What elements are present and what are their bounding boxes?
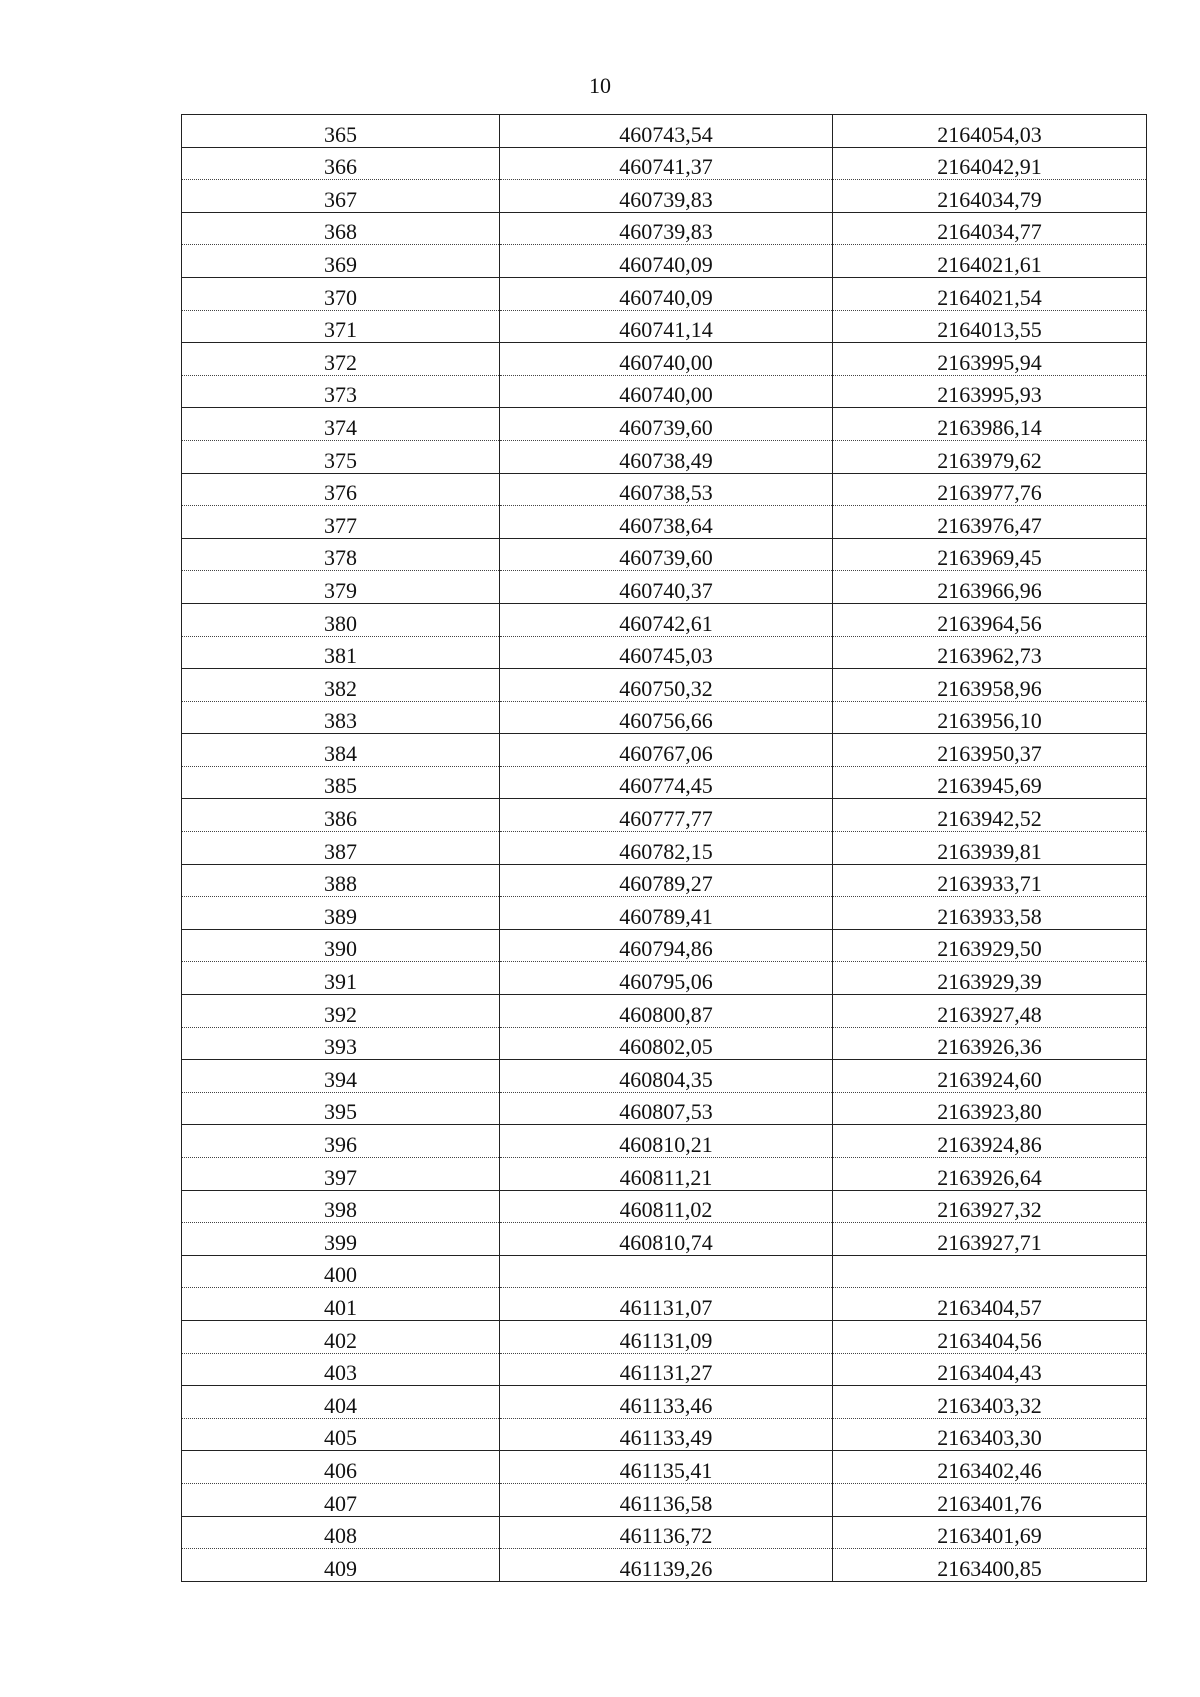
x-coordinate-cell: 460807,53 (500, 1092, 833, 1125)
x-coordinate-cell: 460740,09 (500, 245, 833, 278)
y-coordinate-cell: 2163404,43 (833, 1353, 1147, 1386)
x-coordinate-cell: 461135,41 (500, 1451, 833, 1484)
y-coordinate-cell: 2163942,52 (833, 799, 1147, 832)
table-row (182, 1223, 1147, 1256)
table-row (182, 1353, 1147, 1386)
y-coordinate-cell: 2163933,71 (833, 864, 1147, 897)
table-row (182, 864, 1147, 897)
y-coordinate-cell: 2163923,80 (833, 1092, 1147, 1125)
x-coordinate-cell: 460810,21 (500, 1125, 833, 1158)
point-number-cell: 390 (182, 929, 500, 962)
y-coordinate-cell: 2163958,96 (833, 669, 1147, 702)
y-coordinate-cell: 2163933,58 (833, 897, 1147, 930)
table-row (182, 929, 1147, 962)
x-coordinate-cell: 460789,27 (500, 864, 833, 897)
point-number-cell: 368 (182, 212, 500, 245)
x-coordinate-cell: 461131,27 (500, 1353, 833, 1386)
x-coordinate-cell: 460756,66 (500, 701, 833, 734)
x-coordinate-cell: 460811,02 (500, 1190, 833, 1223)
table-row (182, 897, 1147, 930)
x-coordinate-cell: 461139,26 (500, 1549, 833, 1582)
y-coordinate-cell: 2163927,71 (833, 1223, 1147, 1256)
x-coordinate-cell: 460739,83 (500, 180, 833, 213)
y-coordinate-cell: 2163995,93 (833, 375, 1147, 408)
x-coordinate-cell: 460739,60 (500, 538, 833, 571)
y-coordinate-cell: 2163986,14 (833, 408, 1147, 441)
point-number-cell: 367 (182, 180, 500, 213)
y-coordinate-cell (833, 1255, 1147, 1288)
y-coordinate-cell: 2163939,81 (833, 832, 1147, 865)
table-row (182, 962, 1147, 995)
table-row (182, 147, 1147, 180)
point-number-cell: 394 (182, 1060, 500, 1093)
point-number-cell: 398 (182, 1190, 500, 1223)
y-coordinate-cell: 2163403,32 (833, 1386, 1147, 1419)
table-row (182, 995, 1147, 1028)
x-coordinate-cell: 460738,49 (500, 440, 833, 473)
x-coordinate-cell: 460774,45 (500, 766, 833, 799)
table-row (182, 1125, 1147, 1158)
table-row (182, 1418, 1147, 1451)
point-number-cell: 389 (182, 897, 500, 930)
point-number-cell: 366 (182, 147, 500, 180)
point-number-cell: 379 (182, 571, 500, 604)
table-row (182, 1288, 1147, 1321)
x-coordinate-cell: 461136,58 (500, 1483, 833, 1516)
point-number-cell: 392 (182, 995, 500, 1028)
table-row (182, 1158, 1147, 1191)
y-coordinate-cell: 2163403,30 (833, 1418, 1147, 1451)
x-coordinate-cell: 461133,46 (500, 1386, 833, 1419)
table-row (182, 310, 1147, 343)
table-row (182, 212, 1147, 245)
coordinates-table-body (182, 115, 1147, 1582)
table-row (182, 538, 1147, 571)
y-coordinate-cell: 2163995,94 (833, 343, 1147, 376)
point-number-cell: 369 (182, 245, 500, 278)
point-number-cell: 371 (182, 310, 500, 343)
table-row (182, 1386, 1147, 1419)
y-coordinate-cell: 2163404,57 (833, 1288, 1147, 1321)
point-number-cell: 397 (182, 1158, 500, 1191)
y-coordinate-cell: 2164021,61 (833, 245, 1147, 278)
table-row (182, 766, 1147, 799)
point-number-cell: 375 (182, 440, 500, 473)
x-coordinate-cell: 460767,06 (500, 734, 833, 767)
point-number-cell: 373 (182, 375, 500, 408)
table-row (182, 343, 1147, 376)
x-coordinate-cell: 460750,32 (500, 669, 833, 702)
point-number-cell: 377 (182, 506, 500, 539)
point-number-cell: 405 (182, 1418, 500, 1451)
x-coordinate-cell: 460740,00 (500, 375, 833, 408)
y-coordinate-cell: 2163400,85 (833, 1549, 1147, 1582)
y-coordinate-cell: 2164054,03 (833, 115, 1147, 148)
table-row (182, 180, 1147, 213)
table-row (182, 734, 1147, 767)
y-coordinate-cell: 2163969,45 (833, 538, 1147, 571)
table-row (182, 473, 1147, 506)
point-number-cell: 380 (182, 603, 500, 636)
point-number-cell: 370 (182, 277, 500, 310)
table-row (182, 701, 1147, 734)
table-row (182, 669, 1147, 702)
y-coordinate-cell: 2163401,76 (833, 1483, 1147, 1516)
y-coordinate-cell: 2164034,77 (833, 212, 1147, 245)
point-number-cell: 391 (182, 962, 500, 995)
y-coordinate-cell: 2163924,60 (833, 1060, 1147, 1093)
point-number-cell: 402 (182, 1320, 500, 1353)
x-coordinate-cell: 460810,74 (500, 1223, 833, 1256)
x-coordinate-cell: 460789,41 (500, 897, 833, 930)
x-coordinate-cell: 461136,72 (500, 1516, 833, 1549)
x-coordinate-cell: 460739,83 (500, 212, 833, 245)
table-row (182, 1255, 1147, 1288)
y-coordinate-cell: 2163977,76 (833, 473, 1147, 506)
y-coordinate-cell: 2163964,56 (833, 603, 1147, 636)
y-coordinate-cell: 2164021,54 (833, 277, 1147, 310)
point-number-cell: 384 (182, 734, 500, 767)
y-coordinate-cell: 2163926,36 (833, 1027, 1147, 1060)
x-coordinate-cell: 460742,61 (500, 603, 833, 636)
point-number-cell: 386 (182, 799, 500, 832)
x-coordinate-cell: 461131,07 (500, 1288, 833, 1321)
y-coordinate-cell: 2164034,79 (833, 180, 1147, 213)
x-coordinate-cell: 460802,05 (500, 1027, 833, 1060)
y-coordinate-cell: 2163929,50 (833, 929, 1147, 962)
table-row (182, 1549, 1147, 1582)
table-row (182, 1060, 1147, 1093)
point-number-cell: 383 (182, 701, 500, 734)
table-row (182, 1483, 1147, 1516)
point-number-cell: 396 (182, 1125, 500, 1158)
x-coordinate-cell: 460741,37 (500, 147, 833, 180)
y-coordinate-cell: 2163956,10 (833, 701, 1147, 734)
point-number-cell: 399 (182, 1223, 500, 1256)
x-coordinate-cell: 460795,06 (500, 962, 833, 995)
x-coordinate-cell: 460782,15 (500, 832, 833, 865)
table-row (182, 603, 1147, 636)
table-row (182, 375, 1147, 408)
table-row (182, 571, 1147, 604)
y-coordinate-cell: 2163927,32 (833, 1190, 1147, 1223)
table-row (182, 636, 1147, 669)
table-row (182, 408, 1147, 441)
y-coordinate-cell: 2163926,64 (833, 1158, 1147, 1191)
y-coordinate-cell: 2164013,55 (833, 310, 1147, 343)
x-coordinate-cell: 460739,60 (500, 408, 833, 441)
point-number-cell: 388 (182, 864, 500, 897)
point-number-cell: 365 (182, 115, 500, 148)
point-number-cell: 408 (182, 1516, 500, 1549)
y-coordinate-cell: 2164042,91 (833, 147, 1147, 180)
y-coordinate-cell: 2163979,62 (833, 440, 1147, 473)
point-number-cell: 393 (182, 1027, 500, 1060)
x-coordinate-cell: 460800,87 (500, 995, 833, 1028)
point-number-cell: 378 (182, 538, 500, 571)
table-row (182, 832, 1147, 865)
point-number-cell: 385 (182, 766, 500, 799)
table-row (182, 1092, 1147, 1125)
x-coordinate-cell: 460777,77 (500, 799, 833, 832)
y-coordinate-cell: 2163929,39 (833, 962, 1147, 995)
x-coordinate-cell: 460738,64 (500, 506, 833, 539)
point-number-cell: 382 (182, 669, 500, 702)
table-row (182, 440, 1147, 473)
table-row (182, 1027, 1147, 1060)
point-number-cell: 409 (182, 1549, 500, 1582)
x-coordinate-cell: 461133,49 (500, 1418, 833, 1451)
point-number-cell: 404 (182, 1386, 500, 1419)
y-coordinate-cell: 2163927,48 (833, 995, 1147, 1028)
table-row (182, 277, 1147, 310)
table-row (182, 1451, 1147, 1484)
y-coordinate-cell: 2163976,47 (833, 506, 1147, 539)
point-number-cell: 372 (182, 343, 500, 376)
y-coordinate-cell: 2163962,73 (833, 636, 1147, 669)
table-row (182, 1320, 1147, 1353)
point-number-cell: 387 (182, 832, 500, 865)
point-number-cell: 406 (182, 1451, 500, 1484)
point-number-cell: 374 (182, 408, 500, 441)
y-coordinate-cell: 2163966,96 (833, 571, 1147, 604)
table-row (182, 1190, 1147, 1223)
table-row (182, 245, 1147, 278)
x-coordinate-cell: 461131,09 (500, 1320, 833, 1353)
y-coordinate-cell: 2163950,37 (833, 734, 1147, 767)
x-coordinate-cell: 460745,03 (500, 636, 833, 669)
point-number-cell: 381 (182, 636, 500, 669)
point-number-cell: 407 (182, 1483, 500, 1516)
point-number-cell: 376 (182, 473, 500, 506)
x-coordinate-cell: 460811,21 (500, 1158, 833, 1191)
page-number: 10 (589, 73, 611, 98)
x-coordinate-cell: 460740,00 (500, 343, 833, 376)
x-coordinate-cell: 460804,35 (500, 1060, 833, 1093)
table-row (182, 506, 1147, 539)
x-coordinate-cell: 460740,37 (500, 571, 833, 604)
y-coordinate-cell: 2163402,46 (833, 1451, 1147, 1484)
point-number-cell: 395 (182, 1092, 500, 1125)
point-number-cell: 403 (182, 1353, 500, 1386)
point-number-cell: 401 (182, 1288, 500, 1321)
x-coordinate-cell: 460741,14 (500, 310, 833, 343)
coordinates-table (181, 114, 1147, 1582)
table-row (182, 115, 1147, 148)
y-coordinate-cell: 2163945,69 (833, 766, 1147, 799)
x-coordinate-cell: 460743,54 (500, 115, 833, 148)
x-coordinate-cell: 460794,86 (500, 929, 833, 962)
point-number-cell: 400 (182, 1255, 500, 1288)
x-coordinate-cell (500, 1255, 833, 1288)
y-coordinate-cell: 2163404,56 (833, 1320, 1147, 1353)
table-row (182, 1516, 1147, 1549)
x-coordinate-cell: 460740,09 (500, 277, 833, 310)
table-row (182, 799, 1147, 832)
y-coordinate-cell: 2163401,69 (833, 1516, 1147, 1549)
x-coordinate-cell: 460738,53 (500, 473, 833, 506)
y-coordinate-cell: 2163924,86 (833, 1125, 1147, 1158)
